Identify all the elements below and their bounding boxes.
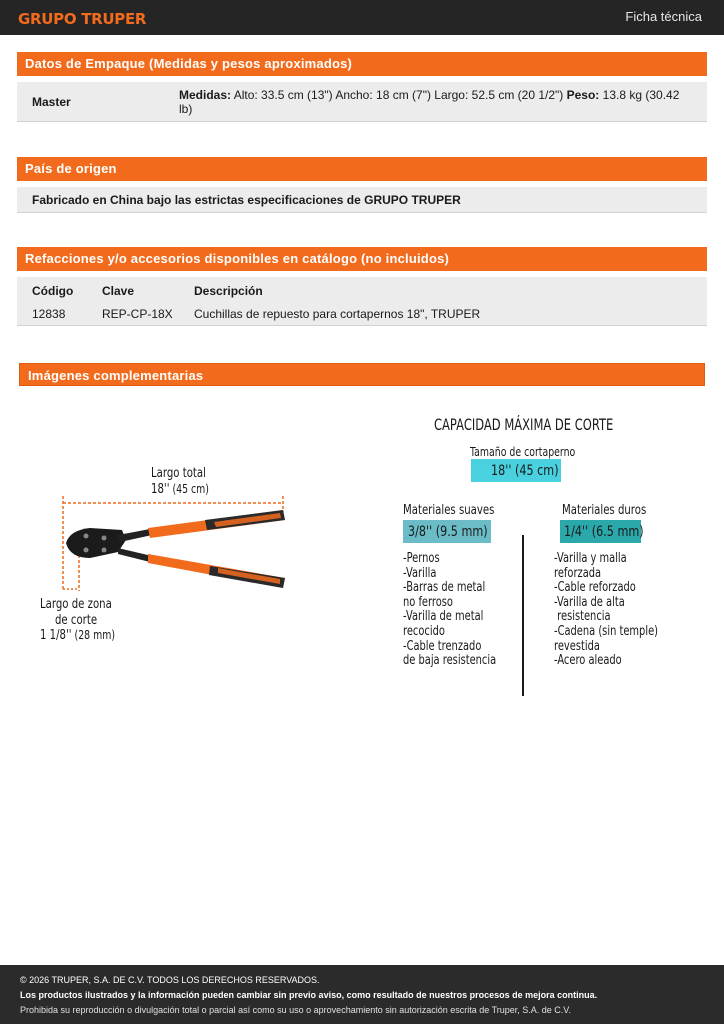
cut-zone-label-line1: Largo de zona (40, 597, 112, 612)
size-label: Tamaño de cortaperno (470, 445, 576, 459)
packaging-row-label: Master (32, 95, 71, 109)
list-item: -Pernos (403, 551, 440, 566)
cut-zone-value (40, 628, 115, 643)
soft-materials-list (403, 552, 526, 669)
col-header-key: Clave (102, 284, 135, 298)
list-item: -Cable trenzado (403, 638, 482, 654)
part-description: Cuchillas de repuesto para cortapernos 18", TRUPER (194, 307, 481, 321)
soft-materials-value: 3/8'' (9.5 mm) (408, 524, 488, 540)
weight-label: Peso: (566, 88, 600, 102)
size-value: 18'' (45 cm) (491, 463, 559, 479)
col-header-code: Código (32, 284, 74, 298)
list-item: -Varilla de alta (554, 594, 625, 610)
list-item: -Varilla y malla (554, 551, 627, 566)
part-code: 12838 (32, 307, 66, 321)
footer-copyright: © 2026 TRUPER, S.A. DE C.V. TODOS LOS DERECHOS RESERVADOS. (20, 975, 320, 985)
origin-section-title: País de origen (17, 157, 707, 181)
list-item: -Barras de metal (403, 580, 486, 596)
footer-notice: Los productos ilustrados y la información pueden cambiar sin previo aviso, como resultado de nuestros procesos de mejora continua. (20, 990, 598, 1000)
hard-materials-list (554, 552, 691, 669)
hard-materials-value: 1/4'' (6.5 mm) (564, 524, 644, 540)
measures-label: Medidas: (179, 88, 232, 102)
list-item: -Cadena (sin temple) (554, 623, 659, 639)
list-item: recocido (403, 623, 445, 639)
list-item: -Cable reforzado (554, 580, 636, 596)
col-header-description: Descripción (194, 284, 263, 298)
document-type: Ficha técnica (625, 9, 702, 24)
footer-prohibition: Prohibida su reproducción o divulgación total o parcial así como su uso o aprovechamiento sin autorización escrita de Truper, S.A. de C.V. (20, 1005, 571, 1015)
cut-zone-inches: 1 1/8'' (40, 628, 72, 643)
origin-text: Fabricado en China bajo las estrictas especificaciones de GRUPO TRUPER (32, 193, 461, 207)
cut-zone-mm: (28 mm) (71, 628, 115, 642)
total-length-value (151, 482, 209, 497)
footer (0, 965, 724, 1024)
parts-section-title: Refacciones y/o accesorios disponibles en catálogo (no incluidos) (17, 247, 707, 271)
cutter-head (66, 528, 126, 558)
list-item: no ferroso (403, 594, 453, 610)
weight-value: 13.8 kg (30.42 lb) (179, 88, 680, 116)
list-item: resistencia (554, 609, 611, 625)
total-length-label: Largo total (151, 466, 206, 481)
hard-materials-title: Materiales duros (562, 503, 647, 518)
images-section-title: Imágenes complementarias (19, 363, 705, 386)
list-item: reforzada (554, 565, 602, 581)
part-key: REP-CP-18X (102, 307, 173, 321)
list-item: -Acero aleado (554, 653, 622, 669)
list-item: -Varilla (403, 565, 437, 581)
truper-logo: GRUPO TRUPER (18, 10, 147, 28)
lower-arm-metal (118, 548, 152, 562)
cut-zone-label-line2: de corte (55, 613, 98, 628)
capacity-title: CAPACIDAD MÁXIMA DE CORTE (434, 415, 614, 434)
total-length-inches: 18'' (151, 482, 170, 497)
measures-value: Alto: 33.5 cm (13") Ancho: 18 cm (7") Largo: 52.5 cm (20 1/2") (231, 88, 567, 102)
list-item: de baja resistencia (403, 653, 497, 669)
total-length-cm: (45 cm) (169, 482, 209, 496)
list-item: -Varilla de metal (403, 609, 484, 625)
packaging-section-title: Datos de Empaque (Medidas y pesos aproximados) (17, 52, 707, 76)
upper-arm-metal (118, 529, 152, 542)
list-item: revestida (554, 638, 600, 654)
soft-materials-title: Materiales suaves (403, 503, 495, 518)
